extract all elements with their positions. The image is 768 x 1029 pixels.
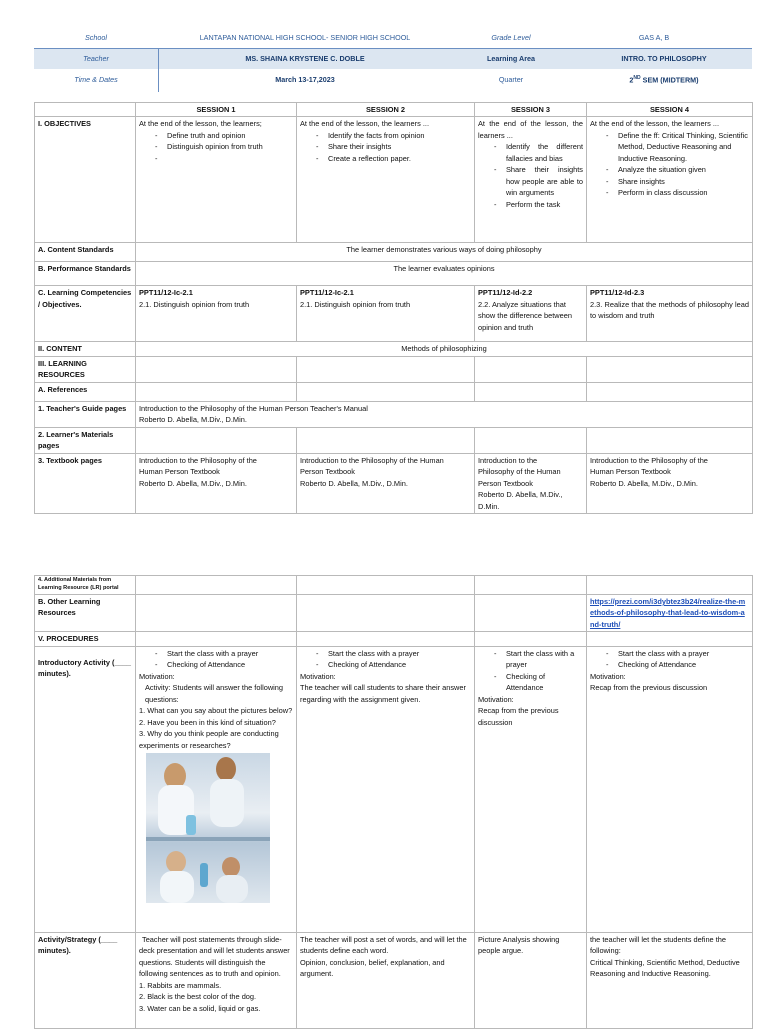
competency-text: 2.2. Analyze situations that show the difference between opinion and truth [478,299,572,332]
list-item: - Identify the different fallacies and bias [494,141,583,164]
empty-cell [136,427,297,453]
activity-s4-text: the teacher will let the students define the following: [590,934,726,956]
objectives-s3-list [478,141,583,210]
intro-s3-list [478,648,583,694]
empty-cell [136,595,297,632]
competencies-label: C. Learning Competencies / Objectives. [35,286,136,342]
activity-s4-words: Critical Thinking, Scientific Method, Deductive Reasoning and Inductive Reasoning. [590,957,740,979]
laboratory-photo [146,753,270,903]
objectives-s3-intro: At the end of the lesson, the learners ... [478,119,583,140]
intro-activity-s4 [587,646,753,932]
objectives-label: I. OBJECTIVES [35,117,136,243]
question-line: 1. What can you say about the pictures below? [139,706,293,716]
text-line: Person Textbook [478,478,533,488]
learning-resources-label: III. LEARNING RESOURCES [35,356,136,382]
performance-standards-row [35,262,753,286]
activity-s3 [475,932,587,1028]
activity-s4 [587,932,753,1028]
prezi-link[interactable]: https://prezi.com/i3dybtez3b24/realize-the-methods-of-philosophy-that-lead-to-wisdom-and-truth/ [590,597,746,629]
motivation-label: Motivation: [300,671,336,681]
empty-cell [475,576,587,595]
text-line: Introduction to the Philosophy of the [139,455,257,465]
content-text: Methods of philosophizing [136,342,753,356]
quarter-value [594,75,734,84]
empty-cell [587,382,753,401]
list-item: - Perform the task [494,199,583,210]
activity-strategy-label: Activity/Strategy (____ minutes). [35,932,136,1028]
competency-text: 2.3. Realize that the methods of philosophy lead to wisdom and truth [590,299,749,321]
empty-cell [297,427,475,453]
textbook-label: 3. Textbook pages [35,453,136,513]
content-standards-label: A. Content Standards [35,243,136,262]
list-item: - Checking of Attendance [316,659,471,670]
intro-s2-text: The teacher will call students to share their answer regarding with the assignment given. [300,683,466,704]
teacher-label: Teacher [83,54,109,63]
list-item: - Checking of Attendance [606,659,749,670]
objectives-s3 [475,117,587,243]
objectives-s2 [297,117,475,243]
session-1-header: SESSION 1 [136,103,297,117]
text-line: Roberto D. Abella, M.Div., D.Min. [590,478,698,488]
textbook-s3 [475,453,587,513]
statement-line: 3. Water can be a solid, liquid or gas. [139,1003,261,1013]
learning-resources-row [35,356,753,382]
quarter-suffix: ND [633,74,641,81]
list-item: - Identify the facts from opinion [316,130,471,141]
dates-value: March 13-17,2023 [275,75,335,84]
other-resources-label: B. Other Learning Resources [35,595,136,632]
question-line: 2. Have you been in this kind of situation? [139,717,276,727]
empty-cell [297,632,475,646]
activity-strategy-row [35,932,753,1028]
list-item: - Define the ff: Critical Thinking, Scientific Method, Deductive Reasoning and Inductive Reasoning. [606,130,749,164]
list-item: - Start the class with a prayer [316,648,471,659]
teachers-guide-line-1: Introduction to the Philosophy of the Human Person Teacher's Manual [139,403,368,413]
learners-materials-label: 2. Learner's Materials pages [35,427,136,453]
header-row-school [34,27,752,48]
content-label: II. CONTENT [35,342,136,356]
dll-table-part-2 [34,575,753,1029]
header-vertical-line [158,48,159,92]
competency-text: 2.1. Distinguish opinion from truth [139,299,250,309]
objectives-s1-intro: At the end of the lesson, the learners; [139,119,262,129]
competency-text: 2.1. Distinguish opinion from truth [300,299,411,309]
text-line: Philosophy of the Human [478,467,561,477]
list-item: - Checking of Attendance [494,671,583,694]
list-item: - Distinguish opinion from truth [155,141,293,152]
objectives-s4 [587,117,753,243]
activity-s2-words: Opinion, conclusion, belief, explanation, and argument. [300,957,445,979]
grade-level-value: GAS A, B [638,33,670,42]
objectives-s1-list [139,130,293,153]
text-line: Roberto D. Abella, M.Div., D.Min. [300,478,408,488]
list-item: - Define truth and opinion [155,130,293,141]
list-item: - Share their insights [316,141,471,152]
text-line: Introduction to the Philosophy of the Human [300,455,444,465]
activity-s1-text: Teacher will post statements through slide-deck presentation and will let students answer questions. Students will distinguish the following sentences as to truth and opinion. [139,934,290,979]
textbook-s1 [136,453,297,513]
quarter-number: 2 [629,75,634,85]
empty-cell [587,427,753,453]
list-item: - Start the class with a prayer [606,648,749,659]
list-item: - Start the class with a prayer [155,648,293,659]
competencies-row [35,286,753,342]
header-divider [34,48,752,49]
activity-text: Activity: Students will answer the following questions: [145,683,284,704]
empty-cell [587,356,753,382]
empty-cell [136,576,297,595]
textbook-s4 [587,453,753,513]
empty-cell [475,382,587,401]
teacher-name: MS. SHAINA KRYSTENE C. DOBLE [245,54,365,63]
header-row-dates [34,69,752,90]
competency-code: PPT11/12-Id-2.3 [590,288,645,298]
content-standards-text: The learner demonstrates various ways of doing philosophy [136,243,753,262]
learning-area-label: Learning Area [486,54,536,63]
teachers-guide-text [136,401,753,427]
content-row [35,342,753,356]
performance-standards-label: B. Performance Standards [35,262,136,286]
corner-cell [35,103,136,117]
text-line: Human Person Textbook [590,467,671,477]
performance-standards-text: The learner evaluates opinions [136,262,753,286]
objectives-s4-intro: At the end of the lesson, the learners ... [590,119,720,129]
activity-s3-text: Picture Analysis showing people argue. [478,934,560,956]
question-line: 3. Why do you think people are conducting experiments or researches? [139,729,279,750]
empty-cell [136,632,297,646]
activity-s1 [136,932,297,1028]
text-line: D.Min. [478,501,500,511]
session-2-header: SESSION 2 [297,103,475,117]
content-standards-row [35,243,753,262]
intro-activity-s2 [297,646,475,932]
other-resources-s4 [587,595,753,632]
intro-activity-s1 [136,646,297,932]
list-item: - Perform in class discussion [606,187,749,198]
teachers-guide-row [35,401,753,427]
intro-activity-label: Introductory Activity (____ minutes). [35,646,136,932]
competencies-s1 [136,286,297,342]
time-dates-label: Time & Dates [74,75,118,84]
intro-s1-list [139,648,293,671]
references-label: A. References [35,382,136,401]
text-line: Person Textbook [300,467,355,477]
empty-cell [587,576,753,595]
session-4-header: SESSION 4 [587,103,753,117]
activity-s2-text: The teacher will post a set of words, and will let the students define each word. [300,934,467,956]
textbook-s2 [297,453,475,513]
competency-code: PPT11/12-Ic-2.1 [300,288,354,298]
quarter-text: SEM (MIDTERM) [640,75,699,85]
activity-s2 [297,932,475,1028]
objectives-s1 [136,117,297,243]
list-item: - Checking of Attendance [155,659,293,670]
empty-cell [475,356,587,382]
session-3-header: SESSION 3 [475,103,587,117]
competencies-s2 [297,286,475,342]
header-block [34,27,752,90]
additional-materials-label: 4. Additional Materials from Learning Resource (LR) portal [35,576,136,595]
empty-cell [297,356,475,382]
intro-s4-list [590,648,749,671]
empty-cell [587,632,753,646]
header-row-teacher [34,48,752,69]
empty-cell [297,382,475,401]
empty-cell [297,595,475,632]
teachers-guide-line-2: Roberto D. Abella, M.Div., D.Min. [139,415,247,425]
empty-cell [475,595,587,632]
text-line: Introduction to the [478,455,538,465]
list-item: - Create a reflection paper. [316,153,471,164]
competency-code: PPT11/12-Ic-2.1 [139,288,193,298]
sessions-header-row [35,103,753,117]
procedures-row [35,632,753,646]
list-item: - Analyze the situation given [606,164,749,175]
competency-code: PPT11/12-Id-2.2 [478,288,533,298]
empty-cell [136,356,297,382]
motivation-label: Motivation: [590,671,626,681]
list-item: - Share insights [606,176,749,187]
dll-table-part-1 [34,102,753,514]
objectives-row [35,117,753,243]
intro-s4-text: Recap from the previous discussion [590,683,708,693]
school-name: LANTAPAN NATIONAL HIGH SCHOOL- SENIOR HIGH SCHOOL [199,33,411,42]
intro-activity-row [35,646,753,932]
statement-line: 2. Black is the best color of the dog. [139,992,257,1002]
additional-materials-row [35,576,753,595]
empty-cell [475,427,587,453]
empty-cell [136,382,297,401]
competencies-s3 [475,286,587,342]
empty-cell [475,632,587,646]
school-label: School [85,33,107,42]
intro-activity-s3 [475,646,587,932]
intro-s3-text: Recap from the previous discussion [478,706,559,727]
text-line: Roberto D. Abella, M.Div., D.Min. [139,478,247,488]
intro-s2-list [300,648,471,671]
other-resources-row [35,595,753,632]
objectives-s2-list [300,130,471,164]
motivation-label: Motivation: [478,694,514,704]
text-line: Human Person Textbook [139,467,220,477]
grade-level-label: Grade Level [491,33,531,42]
objectives-s2-intro: At the end of the lesson, the learners ... [300,119,430,129]
objectives-s4-list [590,130,749,199]
list-item: - Start the class with a prayer [494,648,583,671]
learning-area-value: INTRO. TO PHILOSOPHY [621,54,707,63]
text-line: Introduction to the Philosophy of the [590,455,708,465]
teachers-guide-label: 1. Teacher's Guide pages [35,401,136,427]
competencies-s4 [587,286,753,342]
references-row [35,382,753,401]
procedures-label: V. PROCEDURES [35,632,136,646]
list-item: - Share their insights how people are able to win arguments [494,164,583,198]
learners-materials-row [35,427,753,453]
motivation-label: Motivation: [139,671,175,681]
empty-cell [297,576,475,595]
quarter-label: Quarter [498,75,524,84]
textbook-row [35,453,753,513]
text-line: Roberto D. Abella, M.Div., [478,490,563,500]
statement-line: 1. Rabbits are mammals. [139,980,222,990]
